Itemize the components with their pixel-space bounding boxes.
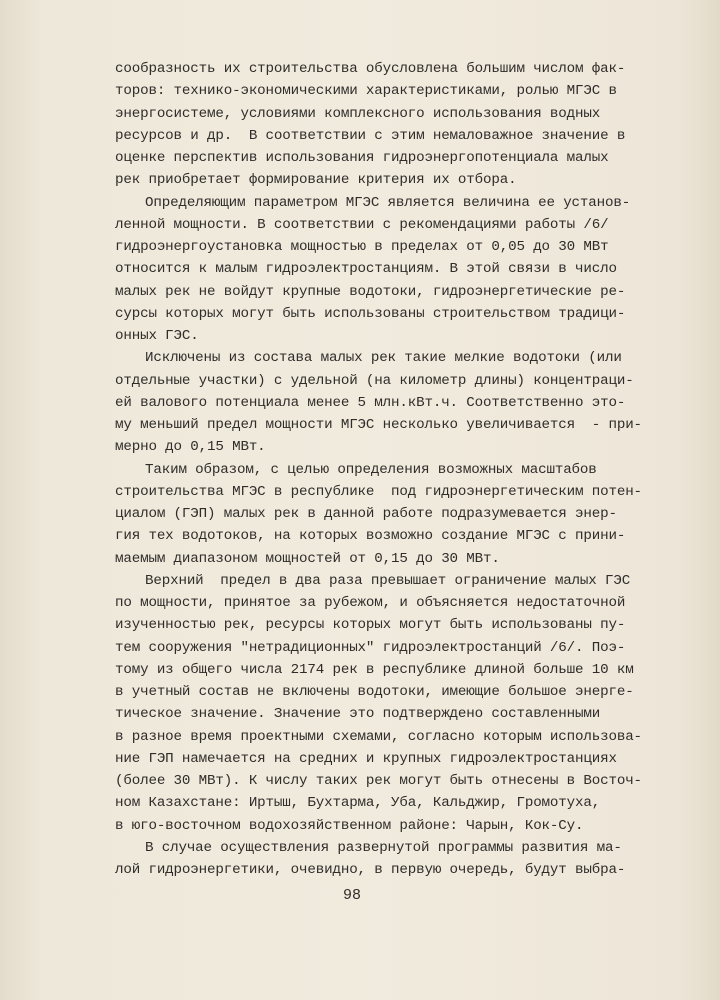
paragraph-start: В случае осуществления развернутой программы развития ма- bbox=[145, 839, 622, 856]
text-line: циалом (ГЭП) малых рек в данной работе подразумевается энер- bbox=[115, 506, 617, 522]
text-line: оценке перспектив использования гидроэнергопотенциала малых bbox=[115, 150, 609, 166]
text-line: ние ГЭП намечается на средних и крупных гидроэлектростанциях bbox=[115, 750, 617, 767]
text-line: лой гидроэнергетики, очевидно, в первую очередь, будут выбра- bbox=[115, 862, 626, 878]
text-line: мерно до 0,15 МВт. bbox=[115, 439, 266, 456]
text-line: тому из общего числа 2174 рек в республике длиной больше 10 км bbox=[115, 661, 634, 678]
text-line: тем сооружения "нетрадиционных" гидроэлектростанций /6/. Поэ- bbox=[115, 639, 626, 656]
text-line: малых рек не войдут крупные водотоки, гидроэнергетические ре- bbox=[115, 283, 626, 300]
text-line: энергосистеме, условиями комплексного использования водных bbox=[115, 105, 601, 122]
text-line: в разное время проектными схемами, согласно которым использова- bbox=[115, 728, 642, 745]
page-number: 98 bbox=[343, 887, 362, 904]
text-line: относится к малым гидроэлектростанциям. В этой связи в число bbox=[115, 261, 617, 278]
paragraph-start: Определяющим параметром МГЭС является величина ее установ- bbox=[145, 194, 631, 211]
text-line: в учетный состав не включены водотоки, имеющие большое энерге- bbox=[115, 684, 634, 700]
body-text bbox=[115, 58, 680, 881]
text-line: (более 30 МВт). К числу таких рек могут быть отнесены в Восточ- bbox=[115, 773, 642, 789]
text-line: торов: технико-экономическими характеристиками, ролью МГЭС в bbox=[115, 83, 617, 100]
text-line: тическое значение. Значение это подтверждено составленными bbox=[115, 706, 601, 723]
text-line: онных ГЭС. bbox=[115, 328, 199, 344]
text-line: гидроэнергоустановка мощностью в пределах от 0,05 до 30 МВт bbox=[115, 239, 609, 255]
text-line: по мощности, принятое за рубежом, и объясняется недостаточной bbox=[115, 595, 626, 611]
paragraph-start: Исключены из состава малых рек такие мелкие водотоки (или bbox=[145, 350, 622, 367]
text-line: ей валового потенциала менее 5 млн.кВт.ч. Соответственно это- bbox=[115, 394, 626, 411]
text-line: изученностью рек, ресурсы которых могут быть использованы пу- bbox=[115, 617, 626, 634]
text-line: ресурсов и др. В соответствии с этим немаловажное значение в bbox=[115, 127, 626, 144]
text-line: ленной мощности. В соответствии с рекомендациями работы /6/ bbox=[115, 216, 609, 233]
text-line: в юго-восточном водохозяйственном районе: Чарын, Кок-Су. bbox=[115, 817, 584, 834]
paragraph-start: Верхний предел в два раза превышает ограничение малых ГЭС bbox=[145, 572, 631, 589]
paragraph-start: Таким образом, с целью определения возможных масштабов bbox=[145, 461, 597, 478]
text-line: му меньший предел мощности МГЭС несколько увеличивается - при- bbox=[115, 417, 642, 433]
text-line: отдельные участки) с удельной (на километр длины) концентраци- bbox=[115, 372, 634, 389]
text-line: сообразность их строительства обусловлена большим числом фак- bbox=[115, 61, 626, 77]
text-line: сурсы которых могут быть использованы строительством традици- bbox=[115, 305, 626, 322]
text-line: рек приобретает формирование критерия их отбора. bbox=[115, 172, 517, 189]
text-line: маемым диапазоном мощностей от 0,15 до 30 МВт. bbox=[115, 550, 500, 567]
text-line: ном Казахстане: Иртыш, Бухтарма, Уба, Кальджир, Громотуха, bbox=[115, 795, 601, 812]
text-line: строительства МГЭС в республике под гидроэнергетическим потен- bbox=[115, 483, 642, 500]
text-line: гия тех водотоков, на которых возможно создание МГЭС с прини- bbox=[115, 528, 626, 545]
